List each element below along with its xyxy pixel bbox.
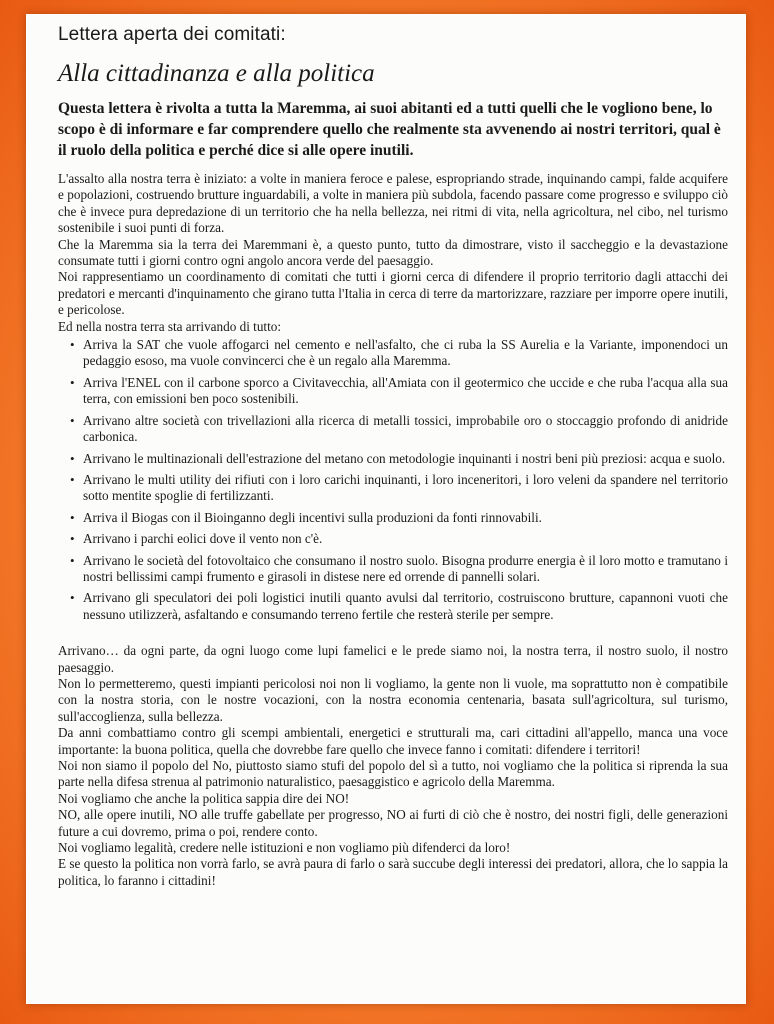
letter-body <box>58 171 728 889</box>
closing-paragraph: Noi vogliamo legalità, credere nelle istituzioni e non vogliamo più difenderci da loro! <box>58 840 511 856</box>
intro-paragraph: Che la Maremma sia la terra dei Maremmani è, a questo punto, tutto da dimostrare, visto il saccheggio e la devastazione consumate tutti i giorni contro ogni angolo ancora verde del paesaggio. <box>58 236 728 269</box>
list-item: • Arrivano le multinazionali dell'estrazione del metano con metodologie inquinanti i nostri beni più preziosi: acqua e suolo. <box>70 450 726 466</box>
bullet-icon: • <box>70 374 75 390</box>
letter-heading: Lettera aperta dei comitati: <box>58 24 286 45</box>
bullet-icon: • <box>70 509 75 525</box>
list-item: • Arrivano le società del fotovoltaico che consumano il nostro suolo. Bisogna produrre energia è il loro motto e tramutano i nostri bellissimi campi frumento e girasoli in distese nere ed orrende di pannelli solari. <box>70 552 728 584</box>
bullet-icon: • <box>70 590 75 606</box>
list-item: • Arriva il Biogas con il Bioinganno degli incentivi sulla produzioni da fonti rinnovabili. <box>70 509 542 525</box>
list-item: • Arrivano altre società con trivellazioni alla ricerca di metalli tossici, improbabile oro o stoccaggio profondo di anidride carbonica. <box>70 412 728 445</box>
bullet-icon: • <box>70 450 75 466</box>
letter-subtitle: Alla cittadinanza e alla politica <box>58 60 375 87</box>
letter-page <box>26 14 746 1004</box>
bullet-icon: • <box>70 412 75 428</box>
closing-paragraph: NO, alle opere inutili, NO alle truffe gabellate per progresso, NO ai furti di ciò che è nostro, dei nostri figli, delle generazioni future a cui dovremo, prima o poi, rendere conto. <box>58 807 728 839</box>
intro-paragraph: L'assalto alla nostra terra è iniziato: a volte in maniera feroce e palese, espropriando strade, inquinando campi, falde acquifere e popolazioni, costruendo brutture inguardabili, a volte in maniera più subdola, facendo passare come progresso e sviluppo ciò che è invece pura depredazione di un territorio che ha nella bellezza, nei ritmi di vita, nella agricoltura, nel cibo, nel turismo sostenibile i suoi punti di forza. <box>58 171 728 236</box>
closing-paragraph: Arrivano… da ogni parte, da ogni luogo come lupi famelici e le prede siamo noi, la nostra terra, il nostro suolo, il nostro paesaggio. <box>58 643 728 675</box>
list-item: • Arrivano le multi utility dei rifiuti con i loro carichi inquinanti, i loro inceneritori, i loro veleni da spandere nel territorio sotto mentite spoglie di fertilizzanti. <box>70 471 728 504</box>
list-item: • Arrivano gli speculatori dei poli logistici inutili quanto avulsi dal territorio, costruiscono brutture, capannoni vuoti che nessuno utilizzerà, asfaltando e consumando terreno fertile che resterà sterile per sempre. <box>70 590 728 622</box>
closing-paragraph: Noi non siamo il popolo del No, piuttosto siamo stufi del popolo del sì a tutto, noi vogliamo che la politica si riprenda la sua parte nella difesa strenua al patrimonio naturalistico, paesaggistico e agricolo della Maremma. <box>58 758 728 790</box>
bullet-icon: • <box>70 471 75 487</box>
bullet-icon: • <box>70 337 75 353</box>
list-item: • Arriva la SAT che vuole affogarci nel cemento e nell'asfalto, che ci ruba la SS Aurelia e la Variante, imponendoci un pedaggio esoso, ma vuole convincerci che è un regalo alla Maremma. <box>70 337 728 369</box>
bullet-icon: • <box>70 552 75 568</box>
closing-paragraph: Non lo permetteremo, questi impianti pericolosi noi non li vogliamo, la gente non li vuole, ma soprattutto non è compatibile con la nostra storia, con le nostre vocazioni, con la nostra economia centenaria, basata sull'agricoltura, sul turismo, sull'accoglienza, sulla bellezza. <box>58 675 728 724</box>
closing-paragraph: Noi vogliamo che anche la politica sappia dire dei NO! <box>58 790 350 806</box>
section-spacer <box>58 631 728 643</box>
bullet-list <box>58 337 728 623</box>
intro-paragraph: Noi rappresentiamo un coordinamento di comitati che tutti i giorni cerca di difendere il proprio territorio dagli attacchi dei predatori e mercanti d'inquinamento che girano tutta l'Italia in cerca di terre da martorizzare, razziare per imporre opere inutili, e pericolose. <box>58 269 728 318</box>
bullet-icon: • <box>70 531 75 547</box>
list-item: • Arriva l'ENEL con il carbone sporco a Civitavecchia, all'Amiata con il geotermico che uccide e che ruba l'acqua alla sua terra, con emissioni ben poco sostenibili. <box>70 374 728 407</box>
lead-paragraph: Questa lettera è rivolta a tutta la Maremma, ai suoi abitanti ed a tutti quelli che le vogliono bene, lo scopo è di informare e far comprendere quello che realmente sta avvenendo ai nostri territori, qual è il ruolo della politica e perché dice si alle opere inutili. <box>58 100 721 159</box>
intro-paragraph: Ed nella nostra terra sta arrivando di tutto: <box>58 318 282 334</box>
closing-paragraph: Da anni combattiamo contro gli scempi ambientali, energetici e strutturali ma, cari cittadini all'appello, manca una voce importante: la buona politica, quella che dovrebbe fare quello che invece fanno i comitati: difendere i territori! <box>58 725 728 757</box>
closing-paragraph: E se questo la politica non vorrà farlo, se avrà paura di farlo o sarà succube degli interessi dei predatori, allora, che lo sappia la politica, lo faranno i cittadini! <box>58 856 728 888</box>
list-item: • Arrivano i parchi eolici dove il vento non c'è. <box>70 531 323 547</box>
